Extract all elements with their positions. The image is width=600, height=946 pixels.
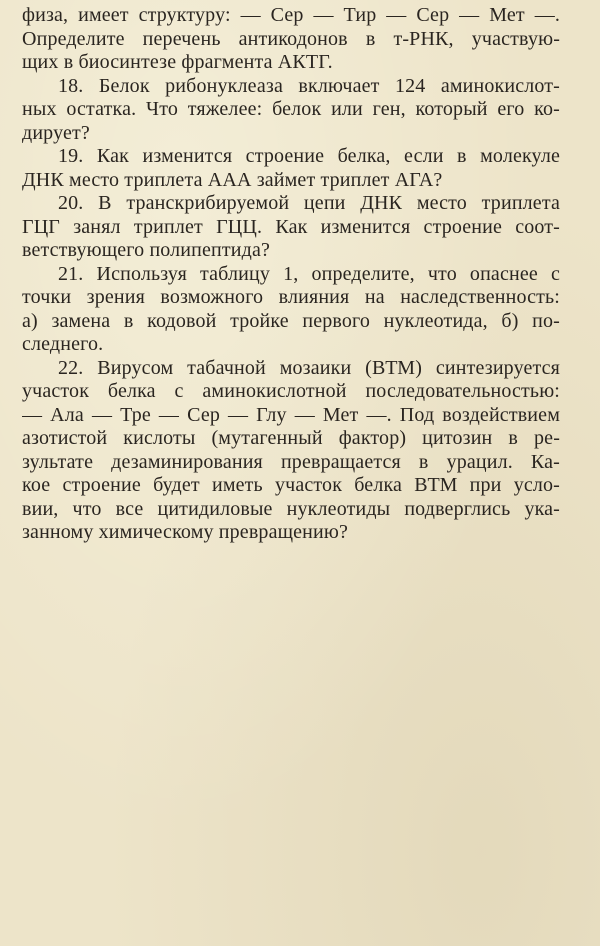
text-line: ГЦГ занял триплет ГЦЦ. Как изменится строение соот- [22, 215, 560, 238]
text-line: физа, имеет структуру: — Сер — Тир — Сер — Мет —. [22, 4, 560, 26]
text-line: вии, что все цитидиловые нуклеотиды подверглись ука- [22, 497, 560, 520]
text-line: азотистой кислоты (мутагенный фактор) цитозин в ре- [22, 427, 560, 449]
text-line: занному химическому превращению? [22, 521, 349, 543]
page-text [22, 4, 560, 545]
text-line: 21. Используя таблицу 1, определите, что опаснее с [58, 262, 560, 285]
text-line: следнего. [22, 333, 104, 355]
text-line: дирует? [22, 121, 90, 144]
text-line: участок белка с аминокислотной последовательностью: [22, 380, 560, 402]
text-line: ных остатка. Что тяжелее: белок или ген, который его ко- [22, 98, 560, 120]
text-line: 22. Вирусом табачной мозаики (ВТМ) синтезируется [58, 356, 560, 379]
text-line: щих в биосинтезе фрагмента АКТГ. [22, 51, 333, 73]
text-line: точки зрения возможного влияния на наследственность: [22, 286, 560, 308]
text-line: ветствующего полипептида? [22, 239, 271, 261]
text-line: Определите перечень антикодонов в т-РНК, участвую- [22, 27, 560, 50]
text-line: зультате дезаминирования превращается в урацил. Ка- [22, 450, 560, 473]
text-line: а) замена в кодовой тройке первого нуклеотида, б) по- [22, 309, 560, 332]
text-line: 19. Как изменится строение белка, если в молекуле [58, 145, 560, 167]
text-line: ДНК место триплета ААА займет триплет АГА? [22, 168, 443, 191]
text-line: — Ала — Тре — Сер — Глу — Мет —. Под воздействием [22, 403, 560, 426]
text-line: кое строение будет иметь участок белка ВТМ при усло- [22, 474, 560, 496]
text-line: 18. Белок рибонуклеаза включает 124 аминокислот- [58, 74, 560, 97]
text-line: 20. В транскрибируемой цепи ДНК место триплета [58, 192, 560, 214]
